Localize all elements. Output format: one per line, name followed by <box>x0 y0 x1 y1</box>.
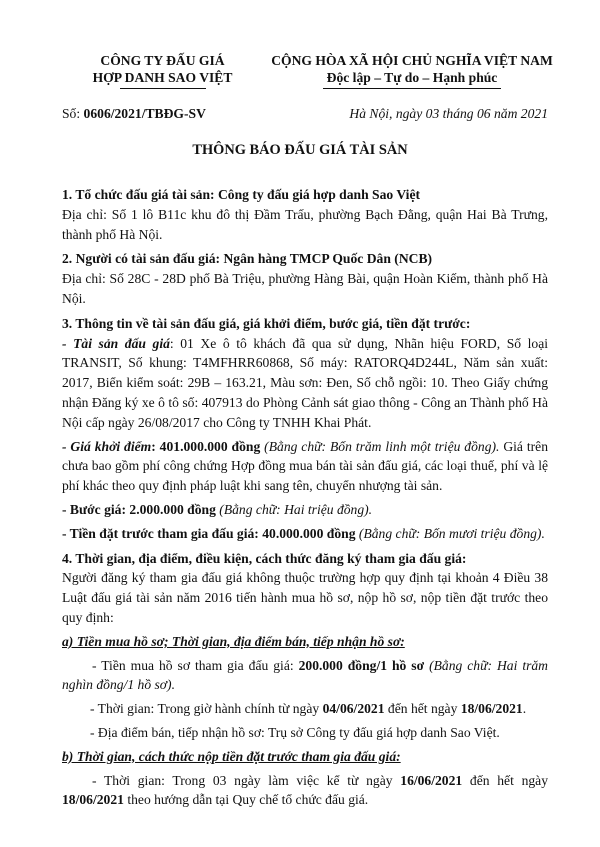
section-1-address: Địa chỉ: Số 1 lô B11c khu đô thị Đầm Trấu, phường Bạch Đằng, quận Hai Bà Trưng, thành phố Hà Nội. <box>62 206 548 242</box>
nation-title: CỘNG HÒA XÃ HỘI CHỦ NGHĨA VIỆT NAM <box>271 53 553 68</box>
price-step-label: - Bước giá <box>62 501 122 517</box>
sale-place-paragraph: - Địa điểm bán, tiếp nhận hồ sơ: Trụ sở Công ty đấu giá hợp danh Sao Việt. <box>90 724 500 740</box>
sale-time-paragraph <box>62 699 548 719</box>
deposit-time-from: 16/06/2021 <box>400 772 463 788</box>
starting-price-words: (Bằng chữ: Bốn trăm linh một triệu đồng). <box>260 438 500 454</box>
section-3-heading: 3. Thông tin về tài sản đấu giá, giá khởi điểm, bước giá, tiền đặt trước: <box>62 315 471 331</box>
document-title: THÔNG BÁO ĐẤU GIÁ TÀI SẢN <box>192 142 408 158</box>
section-2-address: Địa chỉ: Số 28C - 28D phố Bà Triệu, phường Hàng Bài, quận Hoàn Kiếm, thành phố Hà Nội. <box>62 271 548 306</box>
dossier-fee-paragraph <box>62 656 548 696</box>
organization-header <box>60 52 265 89</box>
org-name-line1: CÔNG TY ĐẤU GIÁ <box>100 53 225 68</box>
subsection-b-heading: b) Thời gian, cách thức nộp tiền đặt trước tham gia đấu giá: <box>62 748 401 764</box>
starting-price-value: : 401.000.000 đồng <box>151 438 261 454</box>
sale-time-end: . <box>522 701 527 717</box>
section-4-intro: Người đăng ký tham gia đấu giá không thuộc trường hợp quy định tại khoản 4 Điều 38 Luật đấu giá tài sản năm 2016 tiến hành mua hồ sơ, nộp hồ sơ, nộp tiền đặt trước theo quy định: <box>62 570 548 625</box>
motto-underline <box>323 88 501 89</box>
deposit-time-paragraph <box>62 771 548 811</box>
section-1-heading: 1. Tổ chức đấu giá tài sản: Công ty đấu giá hợp danh Sao Việt <box>62 187 421 202</box>
document-body <box>62 180 548 810</box>
starting-price-paragraph <box>62 437 548 496</box>
deposit-time-to: 18/06/2021 <box>62 792 124 808</box>
dossier-fee-text: - Tiền mua hồ sơ tham gia đấu giá: <box>92 657 299 673</box>
sale-time-to: 18/06/2021 <box>460 701 523 717</box>
asset-paragraph <box>62 334 548 433</box>
price-step-value: : 2.000.000 đồng <box>121 501 216 517</box>
sale-time-from: 04/06/2021 <box>322 701 385 717</box>
org-underline <box>120 88 206 89</box>
deposit-label: - Tiền đặt trước tham gia đấu giá <box>62 525 255 541</box>
starting-price-note: Giá trên chưa bao gồm phí công chứng Hợp đồng mua bán tài sản đấu giá, các loại thuế, phí và lệ phí khác theo quy định pháp luật khi sang tên, chuyển nhượng tài sản. <box>62 438 548 494</box>
docno-value: 0606/2021/TBĐG-SV <box>83 106 206 121</box>
deposit-time-end: theo hướng dẫn tại Quy chế tổ chức đấu giá. <box>123 792 369 808</box>
docno-label: Số: <box>62 106 84 121</box>
subsection-a-heading: a) Tiền mua hồ sơ; Thời gian, địa điểm bán, tiếp nhận hồ sơ: <box>62 633 405 649</box>
national-header <box>262 52 562 89</box>
asset-label: - Tài sản đấu giá <box>62 335 170 351</box>
section-2-heading: 2. Người có tài sản đấu giá: Ngân hàng TMCP Quốc Dân (NCB) <box>62 251 433 267</box>
dossier-fee-words: (Bằng chữ: Hai trăm nghìn đồng/1 hồ sơ). <box>62 657 548 693</box>
deposit-time-text: - Thời gian: Trong 03 ngày làm việc kể từ ngày <box>92 772 401 788</box>
deposit-paragraph <box>62 524 548 544</box>
deposit-time-mid: đến hết ngày <box>462 772 548 788</box>
section-4-heading: 4. Thời gian, địa điểm, điều kiện, cách thức đăng ký tham gia đấu giá: <box>62 550 467 566</box>
document-number <box>62 104 206 124</box>
nation-motto: Độc lập – Tự do – Hạnh phúc <box>326 70 498 85</box>
starting-price-label: - Giá khởi điểm <box>62 438 152 454</box>
price-step-words: (Bằng chữ: Hai triệu đồng). <box>215 501 373 517</box>
deposit-value: : 40.000.000 đồng <box>254 525 356 541</box>
sale-time-mid: đến hết ngày <box>384 701 461 717</box>
sale-time-text: - Thời gian: Trong giờ hành chính từ ngày <box>90 701 323 717</box>
org-name-line2: HỢP DANH SAO VIỆT <box>92 70 233 85</box>
price-step-paragraph <box>62 500 548 520</box>
dossier-fee-value: 200.000 đồng/1 hồ sơ <box>298 657 425 673</box>
document-date: Hà Nội, ngày 03 tháng 06 năm 2021 <box>349 106 548 121</box>
deposit-words: (Bằng chữ: Bốn mươi triệu đồng). <box>355 525 545 541</box>
asset-text: : 01 Xe ô tô khách đã qua sử dụng, Nhãn hiệu FORD, Số loại TRANSIT, Số khung: T4MFHRR60868, Số máy: RATORQ4D244L, Năm sản xuất: 2017, Biển kiểm soát: 29B – 163.21, Màu sơn: Đen, Số chỗ ngồi: 10. Theo Giấy chứng nhận Đăng ký xe ô tô số: 407913 do Phòng Cảnh sát giao thông - Công an Thành phố Hà Nội cấp ngày 26/08/2017 cho Công ty TNHH Khai Phát. <box>62 335 549 430</box>
